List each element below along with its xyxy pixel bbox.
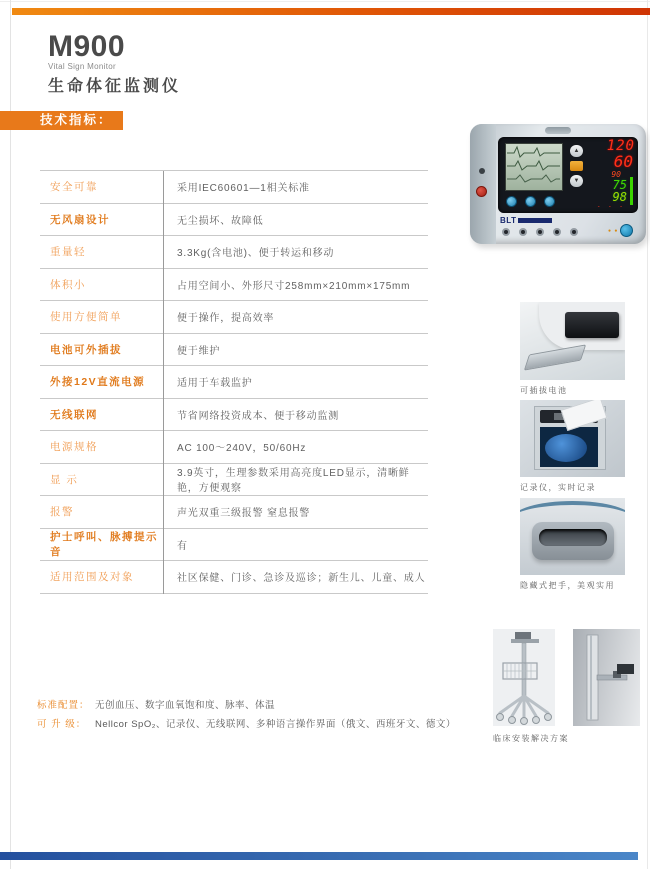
led-display-zone <box>586 139 635 211</box>
connector-port-icon <box>553 228 561 236</box>
table-row <box>40 399 428 432</box>
spec-label: 适用范围及对象 <box>50 571 134 584</box>
mount-caption: 临床安装解决方案 <box>493 734 569 743</box>
spec-label: 报警 <box>50 506 74 519</box>
bottom-accent-bar <box>0 852 638 860</box>
monitor-lcd-screen <box>505 143 563 191</box>
connector-port-icon <box>536 228 544 236</box>
table-row <box>40 334 428 367</box>
table-row <box>40 464 428 497</box>
nibp-systolic-readout: 120 <box>606 138 635 154</box>
spec-label: 使用方便简单 <box>50 311 122 324</box>
handle-caption: 隐藏式把手，美观实用 <box>520 581 615 590</box>
monitor-front-panel <box>498 137 638 213</box>
spec-value: 无尘损坏、故障低 <box>177 215 264 227</box>
up-arrow-key-icon: ▲ <box>570 145 583 157</box>
spec-value: 有 <box>177 540 188 552</box>
upgrade-line <box>37 718 457 732</box>
table-row <box>40 236 428 269</box>
connector-port-icon <box>502 228 510 236</box>
monitor-button-3 <box>544 196 555 207</box>
table-row <box>40 431 428 464</box>
spec-table <box>40 170 428 593</box>
spec-value: 适用于车载监护 <box>177 378 253 390</box>
handle-top-arc <box>520 501 625 519</box>
handle-photo <box>520 498 625 575</box>
page-edge-left <box>10 0 11 869</box>
battery-photo <box>520 302 625 380</box>
spec-label: 无线联网 <box>50 408 98 421</box>
table-row <box>40 561 428 594</box>
standard-config-label: 标准配置： <box>37 700 90 711</box>
alarm-limit-dashes: - - - <box>596 203 625 210</box>
connector-port-icon <box>570 228 578 236</box>
spec-value: 社区保健、门诊、急诊及巡诊；新生儿、儿童、成人 <box>177 573 426 585</box>
table-row <box>40 301 428 334</box>
spec-value: 节省网络投资成本、便于移动监测 <box>177 410 339 422</box>
page-edge-top <box>0 1 650 2</box>
handle-recess <box>532 522 614 560</box>
spec-value: 采用IEC60601—1相关标准 <box>177 183 310 195</box>
recorder-caption: 记录仪，实时记录 <box>520 483 596 492</box>
footnotes-block <box>37 699 457 737</box>
power-button-icon <box>620 224 633 237</box>
spec-label: 外接12V直流电源 <box>50 376 146 389</box>
table-row <box>40 171 428 204</box>
subtitle-chinese: 生命体征监测仪 <box>48 78 182 95</box>
waveform-icon <box>506 144 562 190</box>
standard-config-line <box>37 699 457 713</box>
monitor-side-port-icon <box>479 168 485 174</box>
battery-pack-icon <box>565 312 619 338</box>
spec-label: 无风扇设计 <box>50 213 110 226</box>
table-row <box>40 529 428 562</box>
brand-logo-text: BLT <box>500 216 517 225</box>
top-accent-bar <box>12 8 650 15</box>
recorder-opening <box>540 427 598 467</box>
spo2-readout: 98 <box>612 190 627 204</box>
spec-label: 电池可外插拔 <box>50 343 122 356</box>
subtitle-english: Vital Sign Monitor <box>48 62 116 71</box>
trolley-icon <box>493 629 555 726</box>
handle-grip-icon <box>539 529 607 546</box>
spec-label: 体积小 <box>50 278 86 291</box>
spec-value: 便于维护 <box>177 345 221 357</box>
spec-label: 显 示 <box>50 473 79 486</box>
down-arrow-key-icon: ▼ <box>570 175 583 187</box>
monitor-key-column <box>570 145 583 191</box>
upgrade-value: Nellcor SpO₂、记录仪、无线联网、多种语言操作界面（俄文、西班牙文、德文） <box>95 719 456 730</box>
spec-label: 护士呼叫、脉搏提示音 <box>50 531 158 559</box>
pulse-bar-icon <box>630 177 633 205</box>
spec-value: 3.9英寸，生理参数采用高亮度LED显示，清晰鲜艳，方便观察 <box>177 468 410 495</box>
wall-mount-icon <box>573 629 640 726</box>
spec-value: 3.3Kg(含电池)、便于转运和移动 <box>177 248 335 260</box>
table-row <box>40 496 428 529</box>
battery-caption: 可插拔电池 <box>520 386 568 395</box>
wall-mount-photo <box>573 629 640 726</box>
pulse-rate-readout: 75 <box>612 178 627 192</box>
model-name: M900 <box>48 30 126 63</box>
spec-value: 便于操作，提高效率 <box>177 313 275 325</box>
monitor-side-face <box>470 124 496 244</box>
standard-config-value: 无创血压、数字血氧饱和度、脉率、体温 <box>95 700 276 711</box>
table-column-divider <box>163 171 164 594</box>
spec-value: AC 100～240V，50/60Hz <box>177 443 307 455</box>
nibp-mean-readout: 90 <box>611 170 621 179</box>
brand-block <box>48 30 182 96</box>
spec-value: 占用空间小、外形尺寸258mm×210mm×175mm <box>177 280 411 292</box>
upgrade-label: 可 升 级： <box>37 719 87 730</box>
monitor-button-1 <box>506 196 517 207</box>
brand-logo <box>500 216 552 225</box>
brand-logo-bar <box>518 218 552 223</box>
page-edge-right <box>647 0 648 869</box>
spec-label: 电源规格 <box>50 441 98 454</box>
monitor-product-photo <box>470 124 646 244</box>
spec-value: 声光双重三级报警 窒息报警 <box>177 508 311 520</box>
monitor-connector-row <box>502 228 578 236</box>
table-row <box>40 366 428 399</box>
recorder-photo <box>520 400 625 477</box>
recorder-frame <box>534 406 606 470</box>
monitor-button-2 <box>525 196 536 207</box>
monitor-red-connector-icon <box>476 186 487 197</box>
spec-label: 安全可靠 <box>50 181 98 194</box>
nibp-diastolic-readout: 60 <box>613 152 633 171</box>
status-led-icons: ● ● <box>608 228 619 234</box>
battery-tray-icon <box>524 344 586 370</box>
spec-label: 重量轻 <box>50 246 86 259</box>
connector-port-icon <box>519 228 527 236</box>
silence-key-icon <box>570 161 583 171</box>
table-row <box>40 269 428 302</box>
monitor-top-notch <box>545 127 571 134</box>
paper-roll-icon <box>545 434 587 462</box>
section-banner: 技术指标： <box>0 111 123 130</box>
trolley-photo <box>493 629 555 726</box>
table-row <box>40 204 428 237</box>
